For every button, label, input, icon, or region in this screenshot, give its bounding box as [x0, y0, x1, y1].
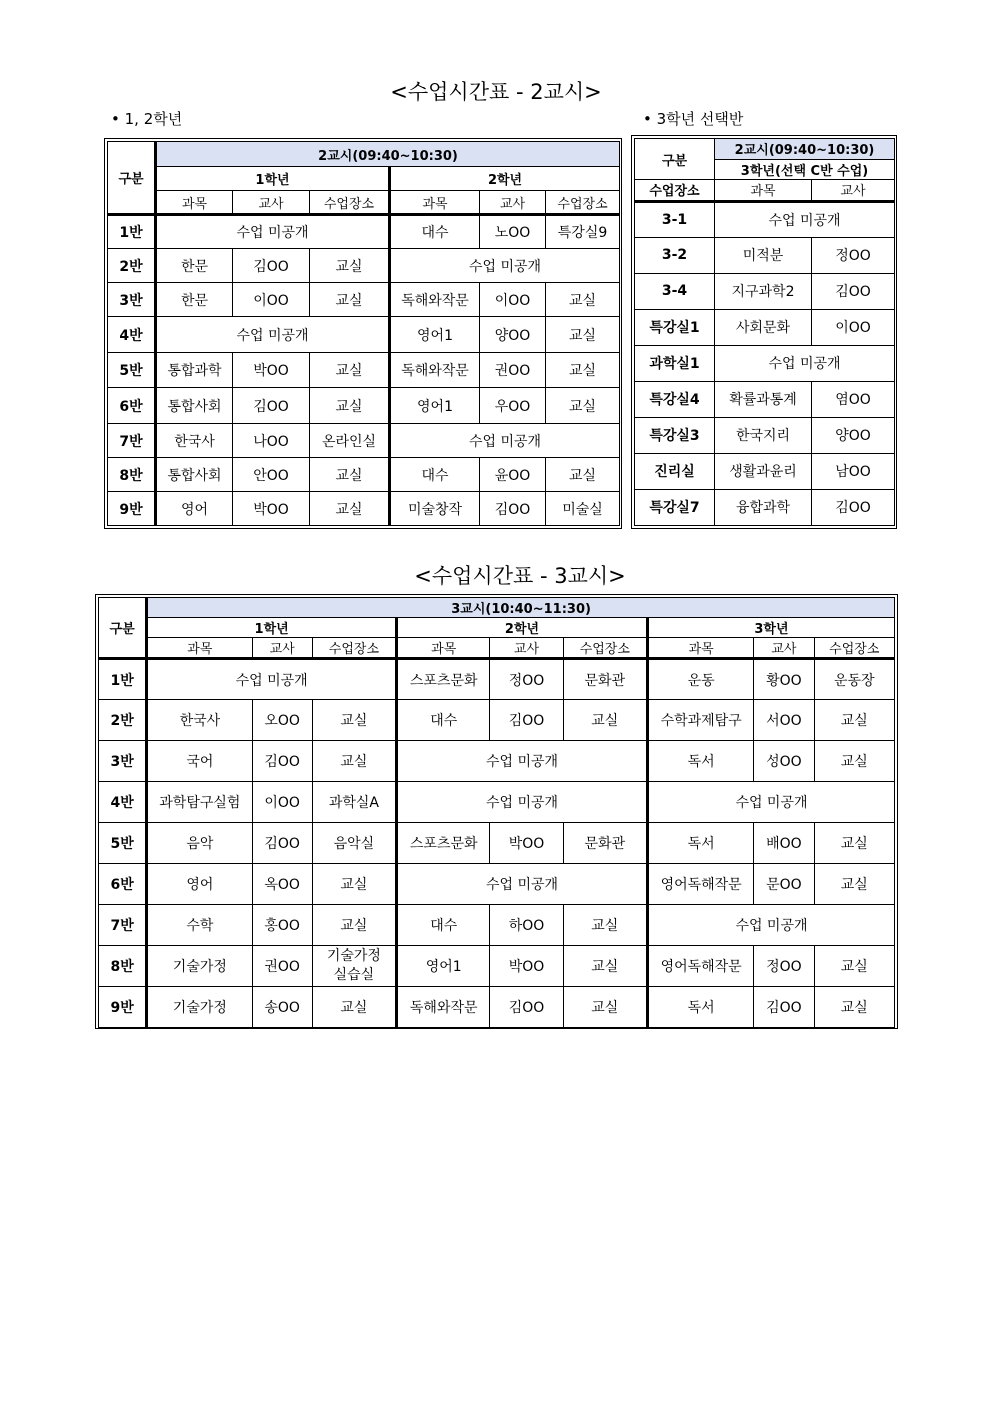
class-label: 3반 [108, 283, 156, 317]
class-label: 7반 [99, 905, 147, 946]
subject-cell: 독서 [647, 741, 753, 782]
table-row [99, 659, 895, 700]
merged-cell: 수업 미공개 [397, 864, 648, 905]
subject-cell: 기술가정 [147, 987, 252, 1028]
subject-cell: 통합사회 [156, 388, 233, 424]
subject-header: 과목 [147, 638, 252, 659]
subject-cell: 영어1 [390, 388, 480, 424]
teacher-cell: 황OO [754, 659, 814, 700]
grade3-header: 3학년 [647, 618, 894, 638]
teacher-cell: 김OO [812, 489, 895, 525]
table-row [635, 381, 895, 417]
place-cell: 교실 [563, 700, 647, 741]
table-row [99, 823, 895, 864]
teacher-cell: 이OO [252, 782, 312, 823]
table-row [99, 987, 895, 1028]
teacher-cell: 염OO [812, 381, 895, 417]
subject-cell: 한문 [156, 249, 233, 283]
table-row [108, 215, 620, 249]
subject-cell: 사회문화 [715, 309, 812, 345]
teacher-cell: 박OO [233, 492, 310, 526]
merged-cell: 수업 미공개 [390, 249, 620, 283]
place-cell: 교실 [563, 905, 647, 946]
period2-grade12-table [107, 141, 620, 526]
teacher-cell: 양OO [812, 417, 895, 453]
teacher-cell: 김OO [490, 987, 563, 1028]
teacher-header: 교사 [480, 191, 546, 215]
teacher-cell: 홍OO [252, 905, 312, 946]
teacher-cell: 나OO [233, 424, 310, 458]
class-label: 1반 [108, 215, 156, 249]
subject-cell: 영어 [156, 492, 233, 526]
subject-cell: 한국지리 [715, 417, 812, 453]
table-row [108, 388, 620, 424]
place-cell: 온라인실 [310, 424, 390, 458]
period2-title: <수업시간표 - 2교시> [390, 80, 602, 104]
place-cell: 교실 [546, 353, 620, 388]
teacher-cell: 윤OO [480, 458, 546, 492]
teacher-cell: 권OO [480, 353, 546, 388]
grade12-subheading: • 1, 2학년 [111, 110, 183, 128]
place-cell: 교실 [310, 283, 390, 317]
subject-cell: 국어 [147, 741, 252, 782]
teacher-cell: 김OO [233, 249, 310, 283]
teacher-cell: 성OO [754, 741, 814, 782]
subject-cell: 한국사 [156, 424, 233, 458]
subject-cell: 확률과통계 [715, 381, 812, 417]
teacher-cell: 김OO [233, 388, 310, 424]
teacher-cell: 하OO [490, 905, 563, 946]
merged-cell: 수업 미공개 [397, 741, 648, 782]
period3-table [98, 597, 895, 1028]
place-cell: 문화관 [563, 823, 647, 864]
merged-cell: 수업 미공개 [397, 782, 648, 823]
subject-cell: 기술가정 [147, 946, 252, 987]
period2-grade12-table-box [104, 138, 622, 529]
subject-cell: 독서 [647, 823, 753, 864]
teacher-cell: 박OO [490, 823, 563, 864]
teacher-cell: 이OO [233, 283, 310, 317]
merged-cell: 수업 미공개 [147, 659, 397, 700]
place-cell: 교실 [546, 317, 620, 353]
subject-cell: 생활과윤리 [715, 453, 812, 489]
place-cell: 교실 [312, 700, 396, 741]
room-label: 과학실1 [635, 345, 715, 381]
subject-cell: 독해와작문 [397, 987, 490, 1028]
subject-header: 과목 [397, 638, 490, 659]
subject-cell: 통합과학 [156, 353, 233, 388]
place-cell: 교실 [312, 741, 396, 782]
place-cell: 교실 [546, 388, 620, 424]
place-cell: 문화관 [563, 659, 647, 700]
teacher-cell: 오OO [252, 700, 312, 741]
period-header: 2교시(09:40~10:30) [156, 142, 620, 167]
subject-cell: 대수 [390, 458, 480, 492]
subject-cell: 미적분 [715, 237, 812, 273]
place-header: 수업장소 [310, 191, 390, 215]
teacher-cell: 배OO [754, 823, 814, 864]
room-label: 특강실1 [635, 309, 715, 345]
teacher-cell: 정OO [490, 659, 563, 700]
place-cell: 교실 [563, 987, 647, 1028]
subject-cell: 한국사 [147, 700, 252, 741]
subject-cell: 독해와작문 [390, 283, 480, 317]
place-cell: 교실 [310, 388, 390, 424]
place-cell: 교실 [814, 946, 894, 987]
place-cell: 미술실 [546, 492, 620, 526]
merged-cell: 수업 미공개 [156, 215, 390, 249]
subject-cell: 수학 [147, 905, 252, 946]
period2-grade3-table-box [631, 135, 897, 529]
teacher-cell: 김OO [812, 273, 895, 309]
table-row [108, 492, 620, 526]
class-label: 2반 [99, 700, 147, 741]
class-label: 5반 [99, 823, 147, 864]
room-label: 3-2 [635, 237, 715, 273]
gubun-header: 구분 [99, 598, 147, 659]
table-row [635, 201, 895, 237]
teacher-header: 교사 [252, 638, 312, 659]
subject-cell: 통합사회 [156, 458, 233, 492]
room-label: 3-4 [635, 273, 715, 309]
place-header: 수업장소 [312, 638, 396, 659]
table-row [635, 453, 895, 489]
merged-cell: 수업 미공개 [715, 345, 895, 381]
subject-cell: 한문 [156, 283, 233, 317]
table-row [635, 345, 895, 381]
place-cell: 교실 [310, 492, 390, 526]
place-cell: 교실 [310, 458, 390, 492]
room-label: 특강실4 [635, 381, 715, 417]
subject-header: 과목 [390, 191, 480, 215]
teacher-cell: 송OO [252, 987, 312, 1028]
place-cell: 과학실A [312, 782, 396, 823]
merged-cell: 수업 미공개 [156, 317, 390, 353]
class-label: 9반 [108, 492, 156, 526]
place-cell: 교실 [814, 823, 894, 864]
merged-cell: 수업 미공개 [390, 424, 620, 458]
class-label: 3반 [99, 741, 147, 782]
subject-cell: 미술창작 [390, 492, 480, 526]
period2-grade3-table [634, 138, 895, 526]
place-cell: 교실 [563, 946, 647, 987]
class-label: 8반 [108, 458, 156, 492]
place-header: 수업장소 [563, 638, 647, 659]
room-label: 특강실7 [635, 489, 715, 525]
subject-cell: 대수 [390, 215, 480, 249]
table-row [99, 864, 895, 905]
place-cell: 기술가정 실습실 [312, 946, 396, 987]
place-cell: 교실 [814, 987, 894, 1028]
subject-cell: 스포츠문화 [397, 823, 490, 864]
teacher-cell: 정OO [754, 946, 814, 987]
period3-table-box [95, 594, 898, 1029]
place-cell: 음악실 [312, 823, 396, 864]
gubun-header: 구분 [635, 139, 715, 180]
place-cell: 교실 [546, 283, 620, 317]
teacher-cell: 문OO [754, 864, 814, 905]
class-label: 2반 [108, 249, 156, 283]
table-row [108, 353, 620, 388]
table-row [99, 700, 895, 741]
table-row [635, 489, 895, 525]
place-cell: 교실 [814, 700, 894, 741]
room-label: 진리실 [635, 453, 715, 489]
teacher-cell: 옥OO [252, 864, 312, 905]
grade1-header: 1학년 [156, 167, 390, 191]
class-label: 1반 [99, 659, 147, 700]
grade3-subheading: • 3학년 선택반 [643, 110, 744, 128]
subject-header: 과목 [156, 191, 233, 215]
teacher-cell: 박OO [233, 353, 310, 388]
gubun-header: 구분 [108, 142, 156, 215]
teacher-cell: 김OO [490, 700, 563, 741]
teacher-header: 교사 [812, 180, 895, 202]
teacher-cell: 이OO [480, 283, 546, 317]
place-cell: 교실 [312, 864, 396, 905]
subject-header: 과목 [715, 180, 812, 202]
subject-cell: 수학과제탐구 [647, 700, 753, 741]
teacher-cell: 안OO [233, 458, 310, 492]
merged-cell: 수업 미공개 [647, 905, 894, 946]
place-cell: 특강실9 [546, 215, 620, 249]
teacher-cell: 노OO [480, 215, 546, 249]
subject-cell: 운동 [647, 659, 753, 700]
teacher-cell: 우OO [480, 388, 546, 424]
class-label: 5반 [108, 353, 156, 388]
subject-cell: 과학탐구실험 [147, 782, 252, 823]
table-row [99, 782, 895, 823]
table-row [99, 741, 895, 782]
grade3-elective-header: 3학년(선택 C반 수업) [715, 159, 895, 180]
subject-cell: 영어1 [390, 317, 480, 353]
place-column-header: 수업장소 [635, 180, 715, 202]
place-cell: 교실 [814, 741, 894, 782]
table-row [635, 273, 895, 309]
class-label: 6반 [99, 864, 147, 905]
teacher-cell: 정OO [812, 237, 895, 273]
merged-cell: 수업 미공개 [715, 201, 895, 237]
subject-cell: 지구과학2 [715, 273, 812, 309]
teacher-header: 교사 [754, 638, 814, 659]
table-row [99, 905, 895, 946]
place-cell: 운동장 [814, 659, 894, 700]
grade2-header: 2학년 [390, 167, 620, 191]
place-header: 수업장소 [546, 191, 620, 215]
class-label: 7반 [108, 424, 156, 458]
subject-cell: 융합과학 [715, 489, 812, 525]
place-cell: 교실 [310, 353, 390, 388]
subject-cell: 음악 [147, 823, 252, 864]
subject-cell: 영어독해작문 [647, 946, 753, 987]
class-label: 4반 [99, 782, 147, 823]
subject-cell: 독서 [647, 987, 753, 1028]
teacher-cell: 이OO [812, 309, 895, 345]
table-row [108, 458, 620, 492]
teacher-header: 교사 [233, 191, 310, 215]
class-label: 9반 [99, 987, 147, 1028]
table-row [108, 424, 620, 458]
table-row [108, 317, 620, 353]
subject-header: 과목 [647, 638, 753, 659]
place-cell: 교실 [814, 864, 894, 905]
teacher-cell: 남OO [812, 453, 895, 489]
room-label: 3-1 [635, 201, 715, 237]
teacher-cell: 김OO [754, 987, 814, 1028]
table-row [635, 309, 895, 345]
place-header: 수업장소 [814, 638, 894, 659]
class-label: 4반 [108, 317, 156, 353]
place-cell: 교실 [312, 905, 396, 946]
table-row [635, 237, 895, 273]
table-row [108, 249, 620, 283]
table-row [99, 946, 895, 987]
teacher-cell: 권OO [252, 946, 312, 987]
grade2-header: 2학년 [397, 618, 648, 638]
teacher-header: 교사 [490, 638, 563, 659]
teacher-cell: 박OO [490, 946, 563, 987]
merged-cell: 수업 미공개 [647, 782, 894, 823]
subject-cell: 영어1 [397, 946, 490, 987]
subject-cell: 독해와작문 [390, 353, 480, 388]
period-header: 2교시(09:40~10:30) [715, 139, 895, 160]
class-label: 6반 [108, 388, 156, 424]
place-cell: 교실 [312, 987, 396, 1028]
place-cell: 교실 [546, 458, 620, 492]
class-label: 8반 [99, 946, 147, 987]
subject-cell: 영어독해작문 [647, 864, 753, 905]
grade1-header: 1학년 [147, 618, 397, 638]
teacher-cell: 김OO [252, 741, 312, 782]
place-cell: 교실 [310, 249, 390, 283]
period-header: 3교시(10:40~11:30) [147, 598, 895, 618]
subject-cell: 영어 [147, 864, 252, 905]
period3-title: <수업시간표 - 3교시> [414, 564, 626, 588]
subject-cell: 대수 [397, 905, 490, 946]
table-row [108, 283, 620, 317]
teacher-cell: 김OO [480, 492, 546, 526]
teacher-cell: 서OO [754, 700, 814, 741]
room-label: 특강실3 [635, 417, 715, 453]
subject-cell: 대수 [397, 700, 490, 741]
table-row [635, 417, 895, 453]
subject-cell: 스포츠문화 [397, 659, 490, 700]
teacher-cell: 양OO [480, 317, 546, 353]
teacher-cell: 김OO [252, 823, 312, 864]
